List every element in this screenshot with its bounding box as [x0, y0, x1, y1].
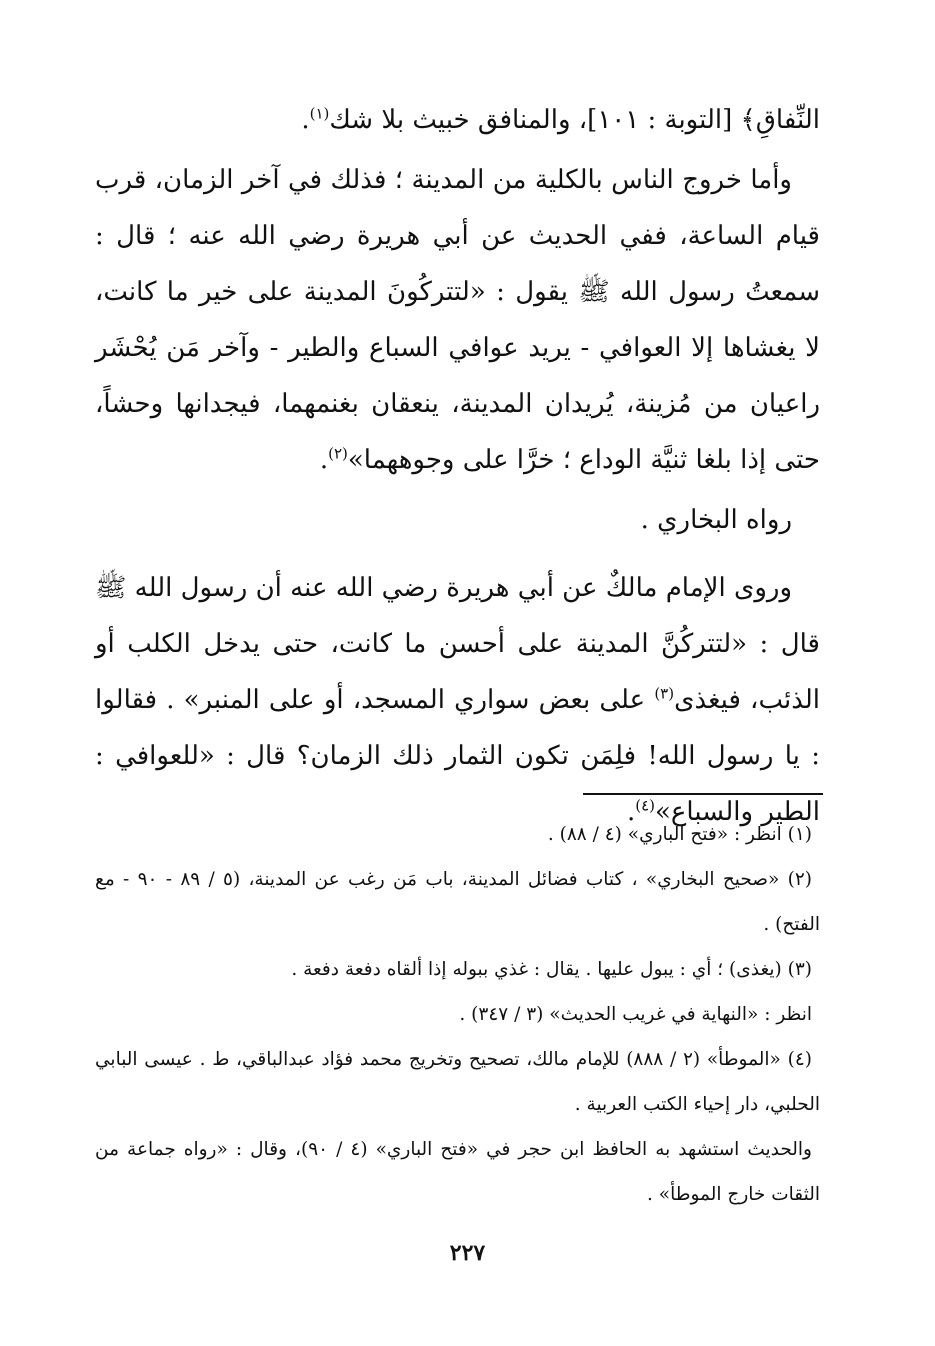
footnote-4-continued: والحديث استشهد به الحافظ ابن حجر في «فتح الباري» (٤ / ٩٠)، وقال : «رواه جماعة من الثقات خارج الموطأ» .	[95, 1139, 820, 1205]
paragraph-3	[95, 492, 820, 548]
footnote-ref-1: (١)	[309, 104, 330, 123]
paragraph-2-end: .	[319, 445, 329, 475]
footnote-4: (٤) «الموطأ» (٢ / ٨٨٨) للإمام مالك، تصحيح وتخريج محمد فؤاد عبدالباقي، ط . عيسى البابي الحلبي، دار إحياء الكتب العربية .	[95, 1049, 820, 1115]
paragraph-4-middle: على بعض سواري المسجد، أو على المنبر» . فقالوا : يا رسول الله! فلِمَن تكون الثمار ذلك الزمان؟ قال : «للعوافي : الطير والسباع»	[95, 685, 820, 827]
paragraph-2-text: وأما خروج الناس بالكلية من المدينة ؛ فذلك في آخر الزمان، قرب قيام الساعة، ففي الحديث عن أبي هريرة رضي الله عنه ؛ قال : سمعتُ رسول الله ﷺ يقول : «لتتركُونَ المدينة على خير ما كانت، لا يغشاها إلا العوافي - يريد عوافي السباع والطير - وآخر مَن يُحْشَر راعيان من مُزينة، يُريدان المدينة، ينعقان بغنمهما، فيجدانها وحشاً، حتى إذا بلغا ثنيَّة الوداع ؛ خرَّا على وجوههما»	[95, 165, 820, 475]
footnote-2: (٢) «صحيح البخاري» ، كتاب فضائل المدينة، باب مَن رغب عن المدينة، (٥ / ٨٩ - ٩٠ - مع الفتح) .	[95, 869, 820, 935]
paragraph-3-text: رواه البخاري .	[640, 505, 792, 535]
paragraph-4-text: وروى الإمام مالكٌ عن أبي هريرة رضي الله عنه أن رسول الله ﷺ قال : «لتتركُنَّ المدينة على أحسن ما كانت، حتى يدخل الكلب أو الذئب، فيغذى	[95, 573, 821, 715]
footnote-ref-4: (٤)	[635, 796, 655, 815]
footnote-ref-2: (٢)	[328, 444, 348, 463]
footnote-separator	[583, 793, 823, 795]
paragraph-4-end: .	[626, 797, 636, 827]
footnote-3-continued: انظر : «النهاية في غريب الحديث» (٣ / ٣٤٧) .	[459, 1004, 812, 1025]
paragraph-4	[95, 560, 820, 840]
footnote-ref-3: (٣)	[654, 684, 675, 703]
footnotes	[95, 812, 820, 1217]
page-number: ٢٢٧	[449, 1240, 486, 1266]
main-text	[95, 92, 820, 840]
footnote-3: (٣) (يغذى) ؛ أي : يبول عليها . يقال : غذي ببوله إذا ألقاه دفعة دفعة .	[291, 959, 812, 980]
paragraph-1-text: النِّفاقِ﴾ [التوبة : ١٠١]، والمنافق خبيث بلا شك	[329, 105, 820, 135]
paragraph-2	[95, 152, 820, 488]
paragraph-1	[95, 92, 820, 148]
paragraph-1-end: .	[301, 105, 310, 135]
footnote-1: (١) انظر : «فتح الباري» (٤ / ٨٨) .	[547, 824, 812, 845]
